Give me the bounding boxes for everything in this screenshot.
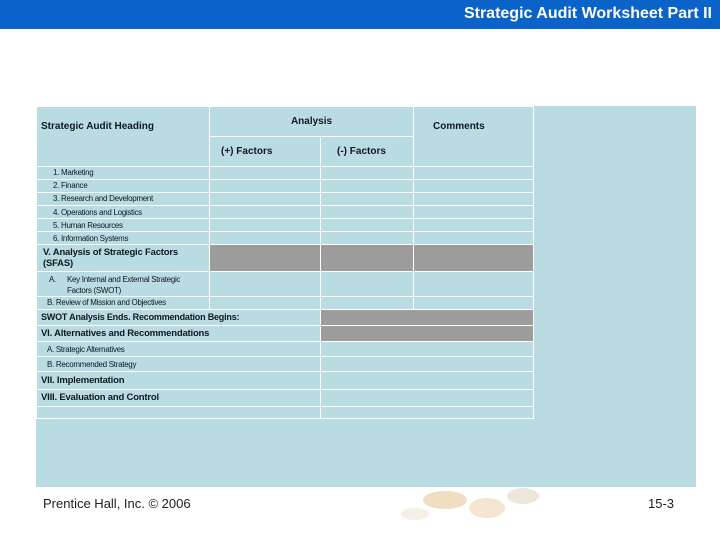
header-comments: Comments (414, 107, 534, 167)
footer-page-number: 15-3 (648, 496, 675, 511)
decorative-shapes (395, 486, 595, 520)
table-row (37, 205, 534, 218)
header-analysis: Analysis (210, 107, 414, 137)
title-bar (0, 0, 720, 29)
item-marketing: 1. Marketing (37, 166, 210, 179)
footer-copyright: Prentice Hall, Inc. © 2006 (43, 496, 191, 511)
item-vb: B. Review of Mission and Objectives (37, 296, 210, 309)
strategic-audit-table (36, 106, 534, 419)
table-row (37, 389, 534, 406)
header-plus-factors: (+) Factors (210, 137, 321, 166)
item-va-letter: A. (49, 274, 56, 284)
table-row (37, 372, 534, 389)
item-va: Key Internal and External Strategic Factors (SWOT) (67, 274, 181, 295)
section-viii: VIII. Evaluation and Control (37, 389, 321, 406)
table-row (37, 232, 534, 245)
item-human-resources: 5. Human Resources (37, 219, 210, 232)
section-vii: VII. Implementation (37, 372, 321, 389)
table-row (37, 245, 534, 271)
slide-title: Strategic Audit Worksheet Part II (463, 5, 712, 22)
item-finance: 2. Finance (37, 179, 210, 192)
table-row (37, 326, 534, 342)
swot-ends-label: SWOT Analysis Ends. Recommendation Begins: (37, 309, 321, 325)
table-row (37, 166, 534, 179)
table-row (37, 309, 534, 325)
item-operations: 4. Operations and Logistics (37, 205, 210, 218)
table-row (37, 342, 534, 357)
table-row (37, 179, 534, 192)
header-strategic-audit-heading: Strategic Audit Heading (37, 107, 210, 167)
section-v: V. Analysis of Strategic Factors (SFAS) (37, 245, 210, 271)
item-vib: B. Recommended Strategy (37, 357, 321, 372)
table-header-row (37, 107, 534, 137)
item-information-systems: 6. Information Systems (37, 232, 210, 245)
table-row (37, 192, 534, 205)
table-row (37, 357, 534, 372)
table-row (37, 219, 534, 232)
table-row (37, 271, 534, 296)
item-via: A. Strategic Alternatives (37, 342, 321, 357)
item-research: 3. Research and Development (37, 192, 210, 205)
table-row (37, 406, 534, 418)
header-minus-factors: (-) Factors (321, 137, 414, 166)
table-row (37, 296, 534, 309)
section-vi: VI. Alternatives and Recommendations (37, 326, 321, 342)
